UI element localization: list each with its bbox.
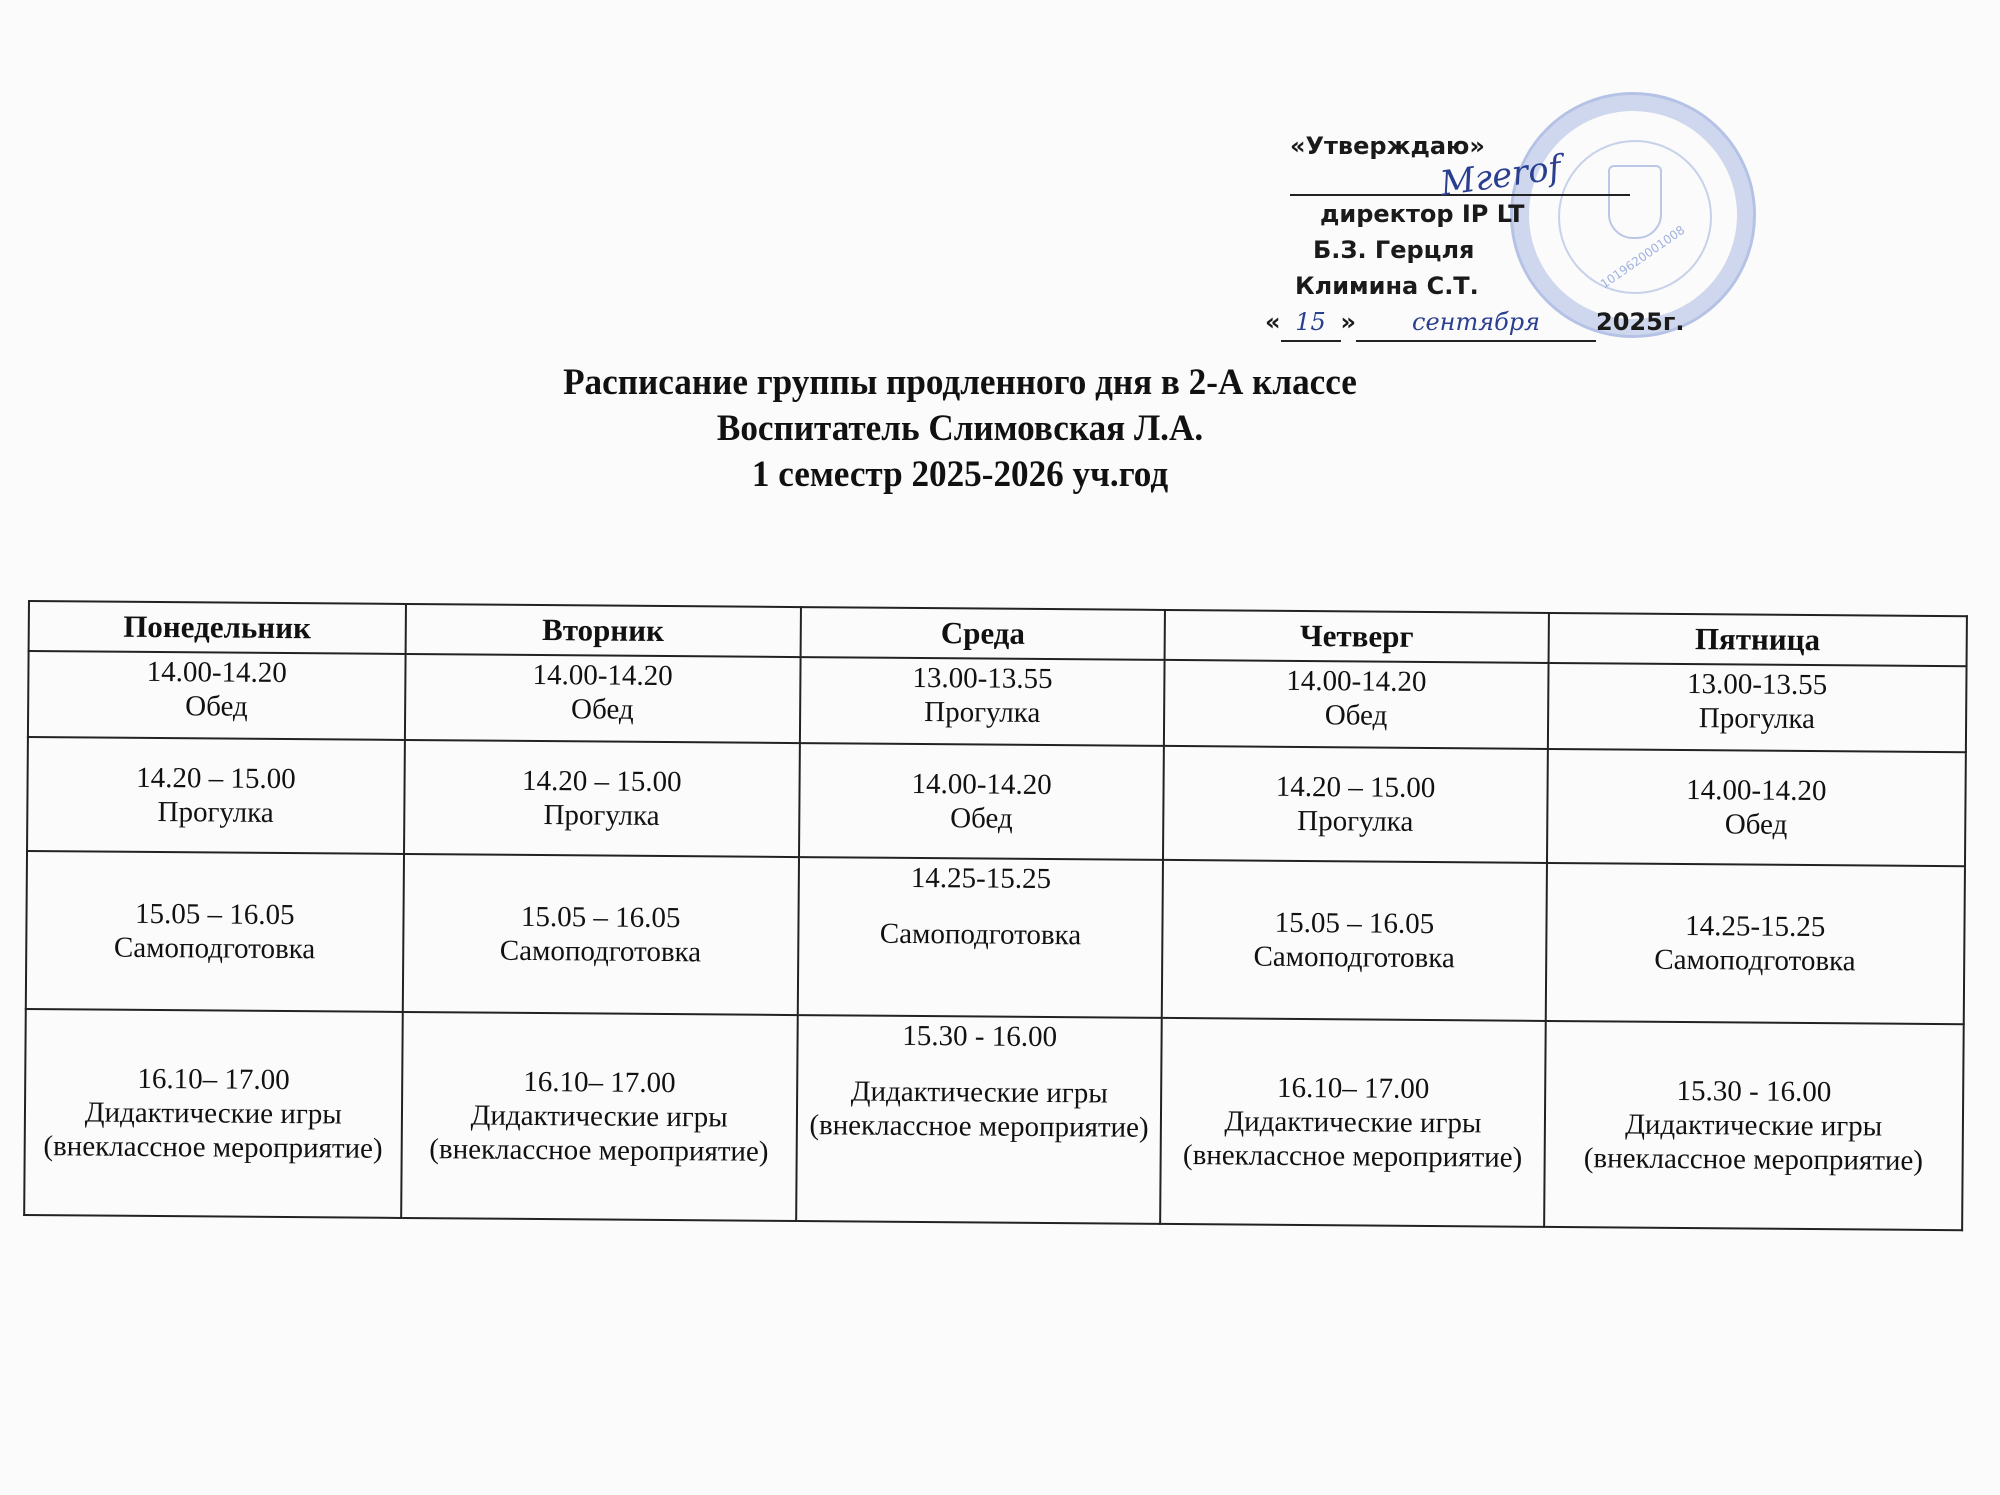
title-line-3: 1 семестр 2025-2026 уч.год [751, 454, 1169, 495]
cell-time: 14.20 – 15.00 [1275, 770, 1436, 805]
schedule-cell [28, 651, 405, 740]
schedule-table [23, 600, 1968, 1231]
schedule-cell [27, 737, 405, 854]
cell-time: 14.25-15.25 [910, 861, 1052, 896]
schedule-cell [1547, 663, 1966, 752]
cell-activity: Обед [1324, 699, 1388, 732]
table-row [27, 737, 1966, 866]
header-friday: Пятница [1548, 613, 1967, 666]
schedule-cell [1162, 860, 1546, 1021]
schedule-cell [1161, 1018, 1546, 1227]
cell-note: (внеклассное мероприятие) [429, 1133, 769, 1168]
schedule-cell [401, 1012, 798, 1221]
cell-activity: Дидактические игры [850, 1075, 1108, 1110]
schedule-cell [405, 654, 801, 743]
header-tuesday: Вторник [405, 604, 801, 657]
approval-date [1250, 304, 1685, 342]
cell-activity: Дидактические игры [470, 1099, 728, 1134]
schedule-cell [1547, 749, 1966, 866]
cell-note: (внеклассное мероприятие) [809, 1109, 1149, 1144]
schedule-cell [800, 657, 1165, 746]
cell-time: 14.00-14.20 [1286, 664, 1427, 698]
cell-activity: Обед [1724, 808, 1788, 841]
date-month: сентября [1356, 304, 1596, 342]
approver-institution: Б.З. Герцля [1313, 236, 1475, 264]
approver-name: Климина С.Т. [1295, 272, 1479, 300]
cell-activity: Самоподготовка [113, 931, 316, 966]
approval-header: «Утверждаю» [1290, 132, 1485, 160]
cell-time: 16.10– 17.00 [1276, 1071, 1430, 1106]
cell-activity: Дидактические игры [84, 1096, 342, 1131]
date-close-quote: » [1340, 308, 1357, 336]
cell-activity: Самоподготовка [879, 917, 1082, 952]
approval-block [1250, 128, 1685, 342]
cell-activity: Обед [950, 802, 1013, 835]
cell-gap [804, 1052, 1155, 1077]
cell-time: 13.00-13.55 [1686, 668, 1828, 702]
cell-time: 14.20 – 15.00 [521, 764, 682, 799]
header-wednesday: Среда [800, 607, 1165, 660]
cell-activity: Дидактические игры [1224, 1105, 1482, 1140]
schedule-cell [798, 857, 1164, 1018]
cell-time: 14.25-15.25 [1685, 910, 1826, 944]
cell-activity: Самоподготовка [1654, 943, 1856, 978]
cell-activity: Прогулка [157, 796, 274, 829]
stamp-code: 1019620001008 [1597, 222, 1688, 292]
date-day: 15 [1281, 304, 1341, 342]
cell-activity: Обед [185, 690, 248, 723]
schedule-cell [799, 743, 1164, 860]
signature: Мгеrof [1437, 147, 1564, 205]
cell-time: 15.05 – 16.05 [520, 900, 681, 935]
cell-time: 16.10– 17.00 [523, 1065, 676, 1100]
cell-activity: Самоподготовка [499, 934, 702, 969]
date-open-quote: « [1265, 308, 1281, 336]
cell-time: 15.05 – 16.05 [134, 897, 295, 932]
schedule-cell [1163, 746, 1547, 863]
cell-time: 13.00-13.55 [912, 661, 1053, 696]
cell-activity: Дидактические игры [1625, 1108, 1883, 1143]
schedule-cell [26, 851, 404, 1012]
title-line-2: Воспитатель Слимовская Л.А. [716, 408, 1204, 449]
cell-note: (внеклассное мероприятие) [43, 1130, 383, 1165]
cell-time: 15.05 – 16.05 [1274, 906, 1435, 941]
cell-time: 14.00-14.20 [911, 767, 1052, 802]
cell-activity: Прогулка [543, 799, 660, 832]
schedule-cell [402, 854, 798, 1015]
table-row [28, 651, 1967, 752]
cell-time: 16.10– 17.00 [137, 1062, 290, 1097]
header-thursday: Четверг [1165, 610, 1549, 663]
cell-time: 15.30 - 16.00 [1676, 1074, 1832, 1109]
cell-activity: Обед [570, 693, 634, 726]
header-monday: Понедельник [29, 601, 406, 654]
cell-note: (внеклассное мероприятие) [1182, 1139, 1523, 1174]
signature-line [1290, 147, 1630, 205]
schedule-cell [796, 1015, 1162, 1224]
cell-time: 15.30 - 16.00 [902, 1019, 1058, 1054]
cell-time: 14.20 – 15.00 [136, 761, 296, 796]
cell-time: 14.00-14.20 [146, 655, 287, 690]
cell-note: (внеклассное мероприятие) [1583, 1142, 1924, 1177]
document-title [0, 360, 1920, 498]
cell-activity: Прогулка [1297, 804, 1414, 838]
table-row [26, 851, 1965, 1024]
approver-position: директор IP LT [1320, 200, 1525, 228]
cell-activity: Прогулка [924, 696, 1041, 729]
schedule-cell [1544, 1021, 1964, 1230]
date-year: 2025г. [1596, 308, 1685, 336]
cell-activity: Самоподготовка [1253, 940, 1455, 975]
title-line-1: Расписание группы продленного дня в 2-А классе [563, 362, 1357, 403]
schedule-cell [24, 1009, 402, 1218]
schedule-cell [1545, 863, 1965, 1024]
schedule-cell [1164, 660, 1548, 749]
table-row [24, 1009, 1964, 1230]
cell-gap [805, 894, 1156, 919]
schedule-cell [404, 740, 800, 857]
cell-time: 14.00-14.20 [532, 658, 673, 693]
cell-activity: Прогулка [1698, 702, 1816, 736]
cell-time: 14.00-14.20 [1686, 774, 1827, 808]
